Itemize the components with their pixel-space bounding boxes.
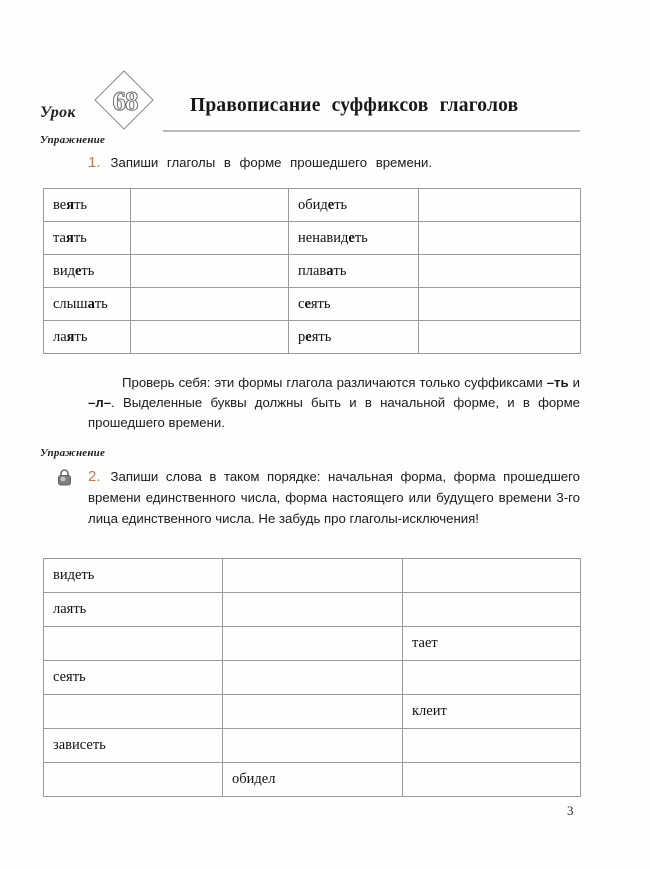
answer-cell-past-tense[interactable]: [419, 189, 581, 222]
cell-present-future-form[interactable]: [403, 729, 581, 763]
verb-suffix: ть: [333, 262, 347, 279]
table-row: [44, 255, 581, 288]
cell-present-future-form: клеит: [403, 695, 581, 729]
verb-prefix: плав: [298, 262, 327, 279]
exercise-label-2: Упражнение: [40, 447, 106, 459]
table-row: [44, 288, 581, 321]
cell-past-tense-form[interactable]: [223, 559, 403, 593]
verb-suffix: ть: [81, 262, 95, 279]
cell-initial-form[interactable]: [44, 763, 223, 797]
cell-past-tense-form[interactable]: [223, 661, 403, 695]
verb-cell-infinitive: [44, 189, 131, 222]
table-row: [44, 627, 581, 661]
page-header: [0, 40, 650, 121]
cell-initial-form: лаять: [44, 593, 223, 627]
verb-suffix: ять: [310, 295, 331, 312]
answer-cell-past-tense[interactable]: [131, 189, 289, 222]
cell-initial-form[interactable]: [44, 627, 223, 661]
table-row: [44, 559, 581, 593]
verb-cell-infinitive: [44, 255, 131, 288]
answer-cell-past-tense[interactable]: [419, 321, 581, 354]
answer-cell-past-tense[interactable]: [131, 321, 289, 354]
verb-prefix: р: [298, 328, 306, 345]
verb-cell-infinitive: [289, 189, 419, 222]
cell-past-tense-form[interactable]: [223, 729, 403, 763]
verb-prefix: ненавид: [298, 229, 349, 246]
verb-cell-infinitive: [44, 288, 131, 321]
cell-past-tense-form[interactable]: [223, 593, 403, 627]
cell-present-future-form[interactable]: [403, 661, 581, 695]
verb-suffix: ть: [94, 295, 108, 312]
cell-initial-form: сеять: [44, 661, 223, 695]
cell-past-tense-form: обидел: [223, 763, 403, 797]
cell-past-tense-form[interactable]: [223, 627, 403, 661]
title-divider: [163, 130, 580, 132]
exercise-2-task: [88, 466, 580, 529]
verb-suffix: ть: [74, 196, 88, 213]
verb-emphasized-letter: я: [66, 328, 75, 345]
exercise-1-task: [88, 152, 588, 173]
table-row: [44, 189, 581, 222]
cell-present-future-form: тает: [403, 627, 581, 661]
check-bold-1: –ть: [546, 375, 569, 390]
page-number: 3: [567, 803, 574, 818]
cell-present-future-form[interactable]: [403, 763, 581, 797]
answer-cell-past-tense[interactable]: [131, 288, 289, 321]
verb-cell-infinitive: [289, 222, 419, 255]
table-row: [44, 763, 581, 797]
answer-cell-past-tense[interactable]: [419, 222, 581, 255]
verb-emphasized-letter: е: [304, 295, 311, 312]
lesson-word: Урок: [40, 104, 76, 121]
page-title: Правописание суффиксов глаголов: [190, 95, 519, 116]
exercise-label-1: Упражнение: [40, 134, 106, 146]
verb-emphasized-letter: а: [87, 295, 95, 312]
exercise-1-number: 1.: [88, 154, 101, 171]
verb-emphasized-letter: а: [326, 262, 334, 279]
table-row: [44, 661, 581, 695]
table-row: [44, 593, 581, 627]
answer-cell-past-tense[interactable]: [419, 288, 581, 321]
verb-emphasized-letter: е: [305, 328, 312, 345]
cell-initial-form: зависеть: [44, 729, 223, 763]
exercise-1-text: Запиши глаголы в форме прошедшего времени.: [110, 155, 433, 170]
verb-cell-infinitive: [289, 255, 419, 288]
check-lead: Проверь себя: эти формы глагола различаются только суффиксами: [122, 375, 547, 390]
exercise-2-number: 2.: [88, 468, 101, 485]
lesson-number-badge: [97, 73, 153, 129]
verb-prefix: обид: [298, 196, 328, 213]
verb-suffix: ть: [354, 229, 368, 246]
table-row: [44, 222, 581, 255]
verb-suffix: ть: [73, 229, 87, 246]
lesson-number: 68: [112, 85, 138, 116]
check-tail: . Выделенные буквы должны быть и в начальной форме, и в форме прошедшего времени.: [88, 395, 580, 430]
verb-suffix: ть: [334, 196, 348, 213]
exercise-2-text: Запиши слова в таком порядке: начальная форма, форма прошедшего времени единственного числа, форма настоящего или будущего времени 3-го лица единственного числа. Не забудь про глаголы-исключения!: [88, 469, 580, 526]
cell-initial-form[interactable]: [44, 695, 223, 729]
verb-prefix: ве: [53, 196, 67, 213]
verb-table-past-tense[interactable]: [43, 188, 581, 354]
verb-cell-infinitive: [289, 288, 419, 321]
check-yourself-paragraph: [88, 373, 580, 433]
answer-cell-past-tense[interactable]: [131, 255, 289, 288]
table-row: [44, 695, 581, 729]
verb-emphasized-letter: я: [65, 229, 74, 246]
verb-prefix: вид: [53, 262, 75, 279]
table-row: [44, 321, 581, 354]
verb-emphasized-letter: е: [74, 262, 82, 279]
verb-prefix: ла: [53, 328, 67, 345]
answer-cell-past-tense[interactable]: [419, 255, 581, 288]
answer-cell-past-tense[interactable]: [131, 222, 289, 255]
cell-present-future-form[interactable]: [403, 559, 581, 593]
lock-icon: [57, 468, 72, 486]
cell-initial-form: видеть: [44, 559, 223, 593]
verb-forms-table[interactable]: [43, 558, 581, 797]
verb-suffix: ять: [311, 328, 332, 345]
verb-suffix: ть: [74, 328, 88, 345]
verb-cell-infinitive: [44, 321, 131, 354]
check-bold-2: –л–: [88, 395, 112, 410]
verb-prefix: слыш: [53, 295, 88, 312]
table-row: [44, 729, 581, 763]
verb-emphasized-letter: е: [327, 196, 335, 213]
cell-present-future-form[interactable]: [403, 593, 581, 627]
verb-emphasized-letter: е: [348, 229, 355, 246]
cell-past-tense-form[interactable]: [223, 695, 403, 729]
verb-emphasized-letter: я: [66, 196, 75, 213]
verb-cell-infinitive: [44, 222, 131, 255]
verb-prefix: та: [53, 229, 66, 246]
verb-prefix: с: [298, 295, 305, 312]
verb-cell-infinitive: [289, 321, 419, 354]
check-mid: и: [568, 375, 581, 390]
